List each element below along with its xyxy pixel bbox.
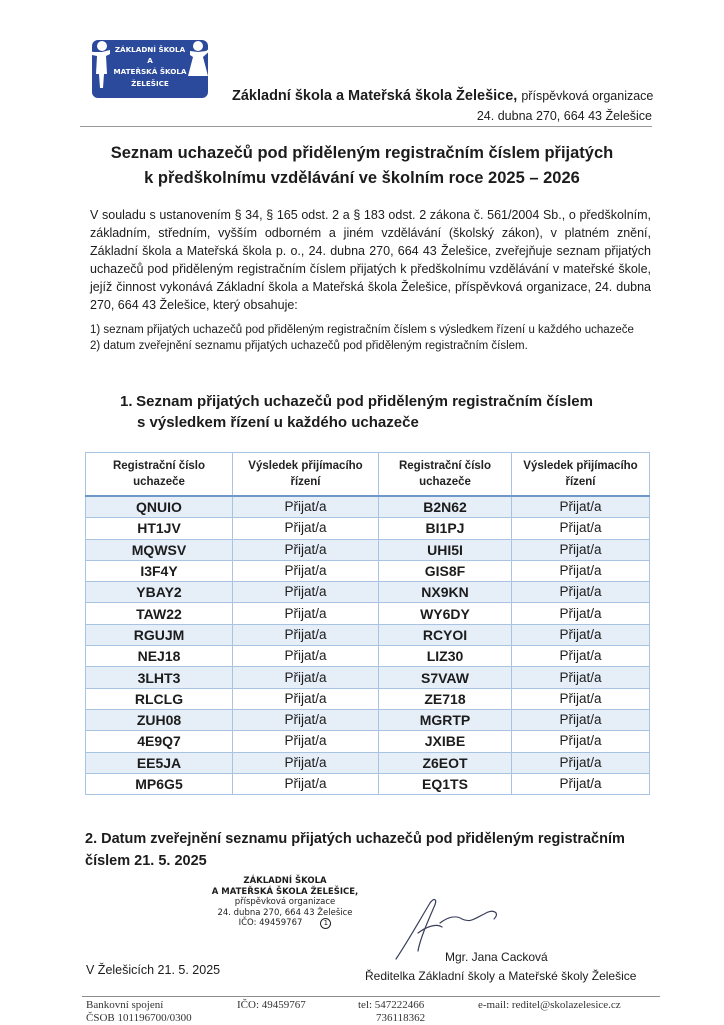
stamp-line-5: IČO: 49459767 (238, 918, 303, 929)
result-cell: Přijat/a (233, 539, 379, 560)
footer-bank-account: ČSOB 101196700/0300 (86, 1012, 192, 1024)
section-2-line-1: 2. Datum zveřejnění seznamu přijatých uchazečů pod přiděleným registračním (85, 831, 625, 847)
result-cell: Přijat/a (233, 731, 379, 752)
content-item-2: 2) datum zveřejnění seznamu přijatých uchazečů pod přiděleným registračním číslem. (90, 339, 528, 352)
result-cell: Přijat/a (512, 731, 650, 752)
school-address: 24. dubna 270, 664 43 Želešice (476, 109, 652, 123)
school-stamp (200, 876, 370, 929)
reg-number-cell: I3F4Y (86, 560, 233, 581)
result-cell: Přijat/a (512, 496, 650, 518)
stamp-line-1: ZÁKLADNÍ ŠKOLA (243, 876, 327, 886)
reg-number-cell: QNUIO (86, 496, 233, 518)
reg-number-cell: JXIBE (379, 731, 512, 752)
result-cell: Přijat/a (512, 582, 650, 603)
header-result-1: Výsledek přijímacího řízení (233, 453, 379, 497)
admitted-applicants-table (85, 452, 650, 795)
section-2-line-2: číslem 21. 5. 2025 (85, 853, 207, 869)
reg-number-cell: YBAY2 (86, 582, 233, 603)
footer-email[interactable]: e-mail: reditel@skolazelesice.cz (478, 999, 621, 1011)
header-divider (80, 126, 652, 127)
footer-ico: IČO: 49459767 (237, 999, 306, 1011)
table-row (86, 496, 650, 518)
reg-number-cell: WY6DY (379, 603, 512, 624)
footer-bank-label: Bankovní spojení (86, 999, 164, 1011)
result-cell: Přijat/a (233, 646, 379, 667)
logo-line-3: MATEŘSKÁ ŠKOLA (113, 67, 187, 76)
table-row (86, 752, 650, 773)
reg-number-cell: 3LHT3 (86, 667, 233, 688)
signature-block (365, 948, 636, 986)
table-row (86, 731, 650, 752)
document-title (60, 141, 664, 191)
section-1-line-2: s výsledkem řízení u každého uchazeče (137, 414, 419, 431)
footer-phone (358, 999, 425, 1025)
reg-number-cell: ZE718 (379, 688, 512, 709)
result-cell: Přijat/a (512, 688, 650, 709)
result-cell: Přijat/a (233, 752, 379, 773)
result-cell: Přijat/a (512, 667, 650, 688)
reg-number-cell: EE5JA (86, 752, 233, 773)
result-cell: Přijat/a (512, 603, 650, 624)
result-cell: Přijat/a (233, 582, 379, 603)
result-cell: Přijat/a (512, 518, 650, 539)
section-1-line-1: Seznam přijatých uchazečů pod přiděleným registračním číslem (136, 393, 593, 410)
reg-number-cell: HT1JV (86, 518, 233, 539)
table-row (86, 603, 650, 624)
reg-number-cell: RCYOI (379, 624, 512, 645)
footer-phone-1: tel: 547222466 (358, 999, 425, 1011)
section-1-number: 1. (120, 393, 133, 410)
signer-name: Mgr. Jana Cacková (445, 950, 548, 964)
reg-number-cell: TAW22 (86, 603, 233, 624)
school-name: Základní škola a Mateřská škola Želešice, (232, 88, 518, 104)
table-header-row (86, 453, 650, 497)
result-cell: Přijat/a (233, 688, 379, 709)
stamp-mark: 1 (320, 918, 331, 929)
header-result-2: Výsledek přijímacího řízení (512, 453, 650, 497)
reg-number-cell: MGRTP (379, 709, 512, 730)
result-cell: Přijat/a (233, 518, 379, 539)
table-row (86, 624, 650, 645)
reg-number-cell: RLCLG (86, 688, 233, 709)
content-list (90, 323, 660, 354)
section-1-heading (120, 391, 593, 433)
result-cell: Přijat/a (512, 773, 650, 794)
stamp-line-2: A MATEŘSKÁ ŠKOLA ŽELEŠICE, (211, 886, 359, 897)
reg-number-cell: EQ1TS (379, 773, 512, 794)
reg-number-cell: MQWSV (86, 539, 233, 560)
header-reg-number-1: Registrační číslo uchazeče (86, 453, 233, 497)
title-line-2: k předškolnímu vzdělávání ve školním roce 2025 – 2026 (144, 169, 580, 187)
footer-phone-2: 736118362 (376, 1012, 426, 1024)
reg-number-cell: RGUJM (86, 624, 233, 645)
stamp-line-3: příspěvková organizace (234, 897, 336, 908)
reg-number-cell: UHI5I (379, 539, 512, 560)
school-logo (80, 36, 218, 102)
result-cell: Přijat/a (512, 709, 650, 730)
reg-number-cell: B2N62 (379, 496, 512, 518)
reg-number-cell: 4E9Q7 (86, 731, 233, 752)
reg-number-cell: LIZ30 (379, 646, 512, 667)
reg-number-cell: NEJ18 (86, 646, 233, 667)
reg-number-cell: ZUH08 (86, 709, 233, 730)
table-row (86, 582, 650, 603)
table-row (86, 688, 650, 709)
result-cell: Přijat/a (233, 773, 379, 794)
table-row (86, 518, 650, 539)
reg-number-cell: S7VAW (379, 667, 512, 688)
logo-line-1: ZÁKLADNÍ ŠKOLA (114, 45, 186, 54)
result-cell: Přijat/a (512, 752, 650, 773)
signer-role: Ředitelka Základní školy a Mateřské školy Želešice (365, 969, 637, 983)
reg-number-cell: Z6EOT (379, 752, 512, 773)
result-cell: Přijat/a (233, 667, 379, 688)
result-cell: Přijat/a (512, 646, 650, 667)
result-cell: Přijat/a (512, 624, 650, 645)
table-row (86, 773, 650, 794)
section-2-heading (85, 828, 665, 872)
reg-number-cell: GIS8F (379, 560, 512, 581)
place-and-date: V Želešicích 21. 5. 2025 (86, 963, 221, 977)
content-item-1: 1) seznam přijatých uchazečů pod přiděleným registračním číslem s výsledkem řízení u každého uchazeče (90, 324, 634, 336)
reg-number-cell: NX9KN (379, 582, 512, 603)
reg-number-cell: MP6G5 (86, 773, 233, 794)
footer-bank (86, 999, 192, 1025)
result-cell: Přijat/a (512, 560, 650, 581)
table-row (86, 539, 650, 560)
footer-divider (82, 996, 660, 997)
result-cell: Přijat/a (512, 539, 650, 560)
title-line-1: Seznam uchazečů pod přiděleným registračním číslem přijatých (110, 144, 614, 162)
result-cell: Přijat/a (233, 496, 379, 518)
table-row (86, 667, 650, 688)
page-footer (0, 999, 724, 1024)
school-name-line (232, 88, 653, 104)
result-cell: Přijat/a (233, 624, 379, 645)
intro-paragraph: V souladu s ustanovením § 34, § 165 odst. 2 a § 183 odst. 2 zákona č. 561/2004 Sb., o předškolním, základním, středním, vyšším odborném a jiném vzdělávání (školský zákon), v platném znění, Základní škola a Mateřská škola p. o., 24. dubna 270, 664 43 Želešice, zveřejňuje seznam přijatých uchazečů pod přiděleným registračním číslem přijatých k předškolnímu vzdělávání v mateřské škole, jejíž činnost vykonává Základní škola a Mateřská škola Želešice, příspěvková organizace, 24. dubna 270, 664 43 Želešice, který obsahuje: (90, 208, 651, 313)
table-row (86, 646, 650, 667)
result-cell: Přijat/a (233, 709, 379, 730)
result-cell: Přijat/a (233, 560, 379, 581)
table-row (86, 709, 650, 730)
table-row (86, 560, 650, 581)
logo-line-2: A (147, 56, 153, 65)
school-type: příspěvková organizace (521, 89, 654, 103)
logo-line-4: ŽELEŠICE (131, 79, 169, 88)
result-cell: Přijat/a (233, 603, 379, 624)
reg-number-cell: BI1PJ (379, 518, 512, 539)
header-reg-number-2: Registrační číslo uchazeče (379, 453, 512, 497)
stamp-line-4: 24. dubna 270, 664 43 Želešice (217, 907, 353, 918)
